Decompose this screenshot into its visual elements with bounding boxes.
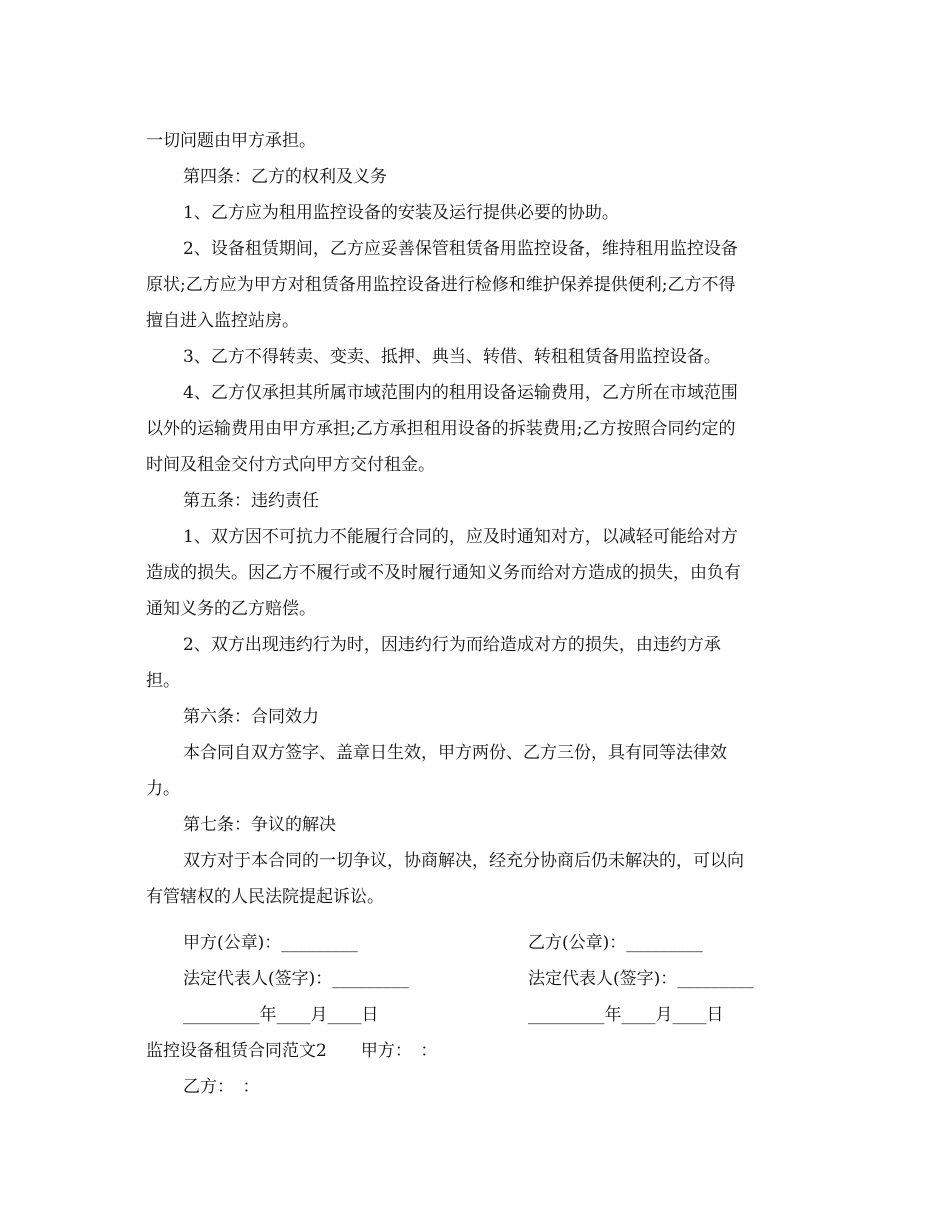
section-heading: 第五条：违约责任 <box>183 491 319 511</box>
text-line: 本合同自双方签字、盖章日生效，甲方两份、乙方三份，具有同等法律效 <box>183 743 727 763</box>
party-b-representative: 法定代表人(签字)：_________ <box>528 969 754 989</box>
text-line: 时间及租金交付方式向甲方交付租金。 <box>146 455 435 475</box>
text-line: 1、双方因不可抗力不能履行合同的，应及时通知对方，以减轻可能给对方 <box>183 527 738 547</box>
text-line: 双方对于本合同的一切争议，协商解决，经充分协商后仍未解决的，可以向 <box>183 851 744 871</box>
section-heading: 第七条：争议的解决 <box>183 815 336 835</box>
text-line: 4、乙方仅承担其所属市域范围内的租用设备运输费用，乙方所在市域范围 <box>183 383 738 403</box>
next-document-party-b: 乙方： ： <box>183 1077 260 1097</box>
text-line: 原状;乙方应为甲方对租赁备用监控设备进行检修和维护保养提供便利;乙方不得 <box>146 275 736 295</box>
next-document-title: 监控设备租赁合同范文2 甲方： ： <box>146 1041 438 1061</box>
text-line: 一切问题由甲方承担。 <box>146 131 316 151</box>
text-line: 以外的运输费用由甲方承担;乙方承担租用设备的拆装费用;乙方按照合同约定的 <box>146 419 736 439</box>
text-line: 2、设备租赁期间，乙方应妥善保管租赁备用监控设备，维持租用监控设备 <box>183 239 738 259</box>
text-line: 1、乙方应为租用监控设备的安装及运行提供必要的协助。 <box>183 203 619 223</box>
party-a-seal: 甲方(公章)：_________ <box>183 933 358 953</box>
text-line: 力。 <box>146 779 180 799</box>
party-a-representative: 法定代表人(签字)：_________ <box>183 969 409 989</box>
party-b-date: _________年____月____日 <box>528 1005 724 1025</box>
party-a-date: _________年____月____日 <box>183 1005 379 1025</box>
text-line: 担。 <box>146 671 180 691</box>
text-line: 有管辖权的人民法院提起诉讼。 <box>146 887 384 907</box>
text-line: 2、双方出现违约行为时，因违约行为而给造成对方的损失，由违约方承 <box>183 635 721 655</box>
party-b-seal: 乙方(公章)：_________ <box>528 933 703 953</box>
section-heading: 第四条：乙方的权利及义务 <box>183 167 387 187</box>
text-line: 3、乙方不得转卖、变卖、抵押、典当、转借、转租租赁备用监控设备。 <box>183 347 721 367</box>
text-line: 造成的损失。因乙方不履行或不及时履行通知义务而给对方造成的损失，由负有 <box>146 563 741 583</box>
section-heading: 第六条：合同效力 <box>183 707 319 727</box>
text-line: 通知义务的乙方赔偿。 <box>146 599 316 619</box>
text-line: 擅自进入监控站房。 <box>146 311 299 331</box>
